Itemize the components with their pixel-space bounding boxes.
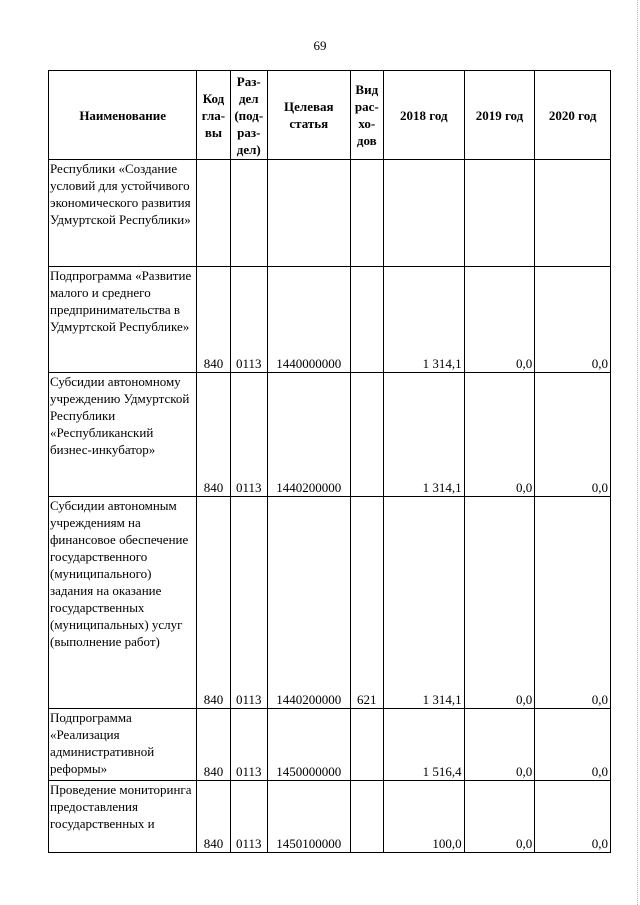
row-section: 0113 xyxy=(230,373,267,497)
row-2019: 0,0 xyxy=(464,497,535,709)
row-target xyxy=(267,160,350,267)
row-name: Подпрограмма «Развитие малого и среднего предпринимательства в Удмуртской Республике» xyxy=(49,267,197,373)
row-2019 xyxy=(464,160,535,267)
row-2018: 1 314,1 xyxy=(383,373,464,497)
row-code: 840 xyxy=(197,267,230,373)
row-name: Субсидии автономному учреждению Удмуртской Республики «Республиканский бизнес-инкубатор» xyxy=(49,373,197,497)
row-2018: 100,0 xyxy=(383,781,464,853)
row-2020: 0,0 xyxy=(535,709,611,781)
row-target: 1450100000 xyxy=(267,781,350,853)
page-number: 69 xyxy=(313,38,327,53)
row-type xyxy=(350,267,383,373)
row-2020: 0,0 xyxy=(535,781,611,853)
header-year-2018: 2018 год xyxy=(383,71,464,160)
header-chapter-code: Код гла-вы xyxy=(197,71,230,160)
row-type xyxy=(350,160,383,267)
row-code: 840 xyxy=(197,497,230,709)
row-2019: 0,0 xyxy=(464,781,535,853)
header-year-2020: 2020 год xyxy=(535,71,611,160)
row-target: 1440200000 xyxy=(267,497,350,709)
row-code xyxy=(197,160,230,267)
row-2020: 0,0 xyxy=(535,497,611,709)
header-name: Наименование xyxy=(49,71,197,160)
row-type: 621 xyxy=(350,497,383,709)
row-name: Республики «Создание условий для устойчивого экономического развития Удмуртской Республики» xyxy=(49,160,197,267)
row-2018 xyxy=(383,160,464,267)
row-2018: 1 314,1 xyxy=(383,497,464,709)
row-name: Подпрограмма «Реализация административной реформы» xyxy=(49,709,197,781)
row-section: 0113 xyxy=(230,709,267,781)
row-code: 840 xyxy=(197,709,230,781)
row-2020: 0,0 xyxy=(535,373,611,497)
table-row xyxy=(49,497,611,709)
row-section: 0113 xyxy=(230,267,267,373)
header-section: Раз-дел (под-раз-дел) xyxy=(230,71,267,160)
table-row xyxy=(49,781,611,853)
table-row xyxy=(49,160,611,267)
header-expense-type: Вид рас-хо-дов xyxy=(350,71,383,160)
table-row xyxy=(49,373,611,497)
budget-table xyxy=(48,70,611,853)
row-type xyxy=(350,781,383,853)
row-target: 1440000000 xyxy=(267,267,350,373)
row-2020: 0,0 xyxy=(535,267,611,373)
row-code: 840 xyxy=(197,373,230,497)
row-2020 xyxy=(535,160,611,267)
row-section: 0113 xyxy=(230,781,267,853)
row-target: 1450000000 xyxy=(267,709,350,781)
row-2019: 0,0 xyxy=(464,709,535,781)
row-name: Субсидии автономным учреждениям на финансовое обеспечение государственного (муниципального) задания на оказание государственных (муниципальных) услуг (выполнение работ) xyxy=(49,497,197,709)
table-row xyxy=(49,709,611,781)
row-name: Проведение мониторинга предоставления государственных и xyxy=(49,781,197,853)
row-code: 840 xyxy=(197,781,230,853)
row-2018: 1 314,1 xyxy=(383,267,464,373)
table-header-row xyxy=(49,71,611,160)
table-row xyxy=(49,267,611,373)
row-2019: 0,0 xyxy=(464,267,535,373)
row-2018: 1 516,4 xyxy=(383,709,464,781)
row-type xyxy=(350,709,383,781)
row-type xyxy=(350,373,383,497)
row-target: 1440200000 xyxy=(267,373,350,497)
row-2019: 0,0 xyxy=(464,373,535,497)
header-year-2019: 2019 год xyxy=(464,71,535,160)
scan-edge-line xyxy=(636,0,638,905)
header-target-article: Целевая статья xyxy=(267,71,350,160)
row-section xyxy=(230,160,267,267)
row-section: 0113 xyxy=(230,497,267,709)
